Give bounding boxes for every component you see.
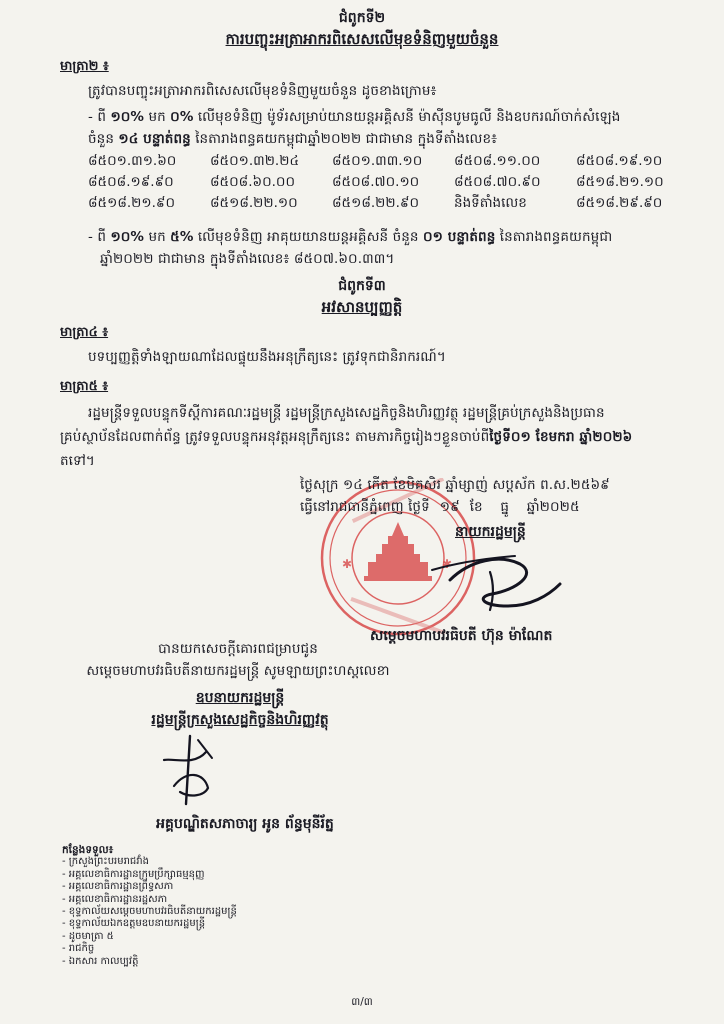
svg-text:✱: ✱	[442, 557, 453, 571]
tariff-code: ៨៥០៨.៧០.១០	[332, 174, 420, 190]
article5-line3: តទៅ។	[60, 453, 95, 469]
pm-title: នាយករដ្ឋមន្ត្រី	[455, 524, 526, 540]
tariff-code: និងទីតាំងលេខ	[454, 195, 527, 211]
done-month-label: ខែ	[469, 499, 483, 515]
bullet1-count: ១៤ បន្ទាត់ពន្ធ	[118, 131, 191, 147]
tariff-code: ៨៥១៨.២២.៩០	[332, 195, 420, 211]
tariff-code: ៨៥០៨.៦០.០០	[210, 174, 296, 190]
article2-bullet2-line1	[88, 228, 612, 248]
tariff-code: ៨៥០៨.៧០.៩០	[454, 174, 541, 190]
recipient-item: - ខុទ្ទកាល័យឯកឧត្តមឧបនាយករដ្ឋមន្ត្រី	[62, 918, 206, 930]
bullet1-to: មក	[144, 109, 171, 125]
tariff-code-row	[88, 194, 698, 215]
recipient-item: - ដូចមាត្រា ៥	[62, 930, 114, 942]
recipient-item: - អគ្គលេខាធិការដ្ឋានក្រុមប្រឹក្សាធម្មនុញ្ញ	[62, 868, 205, 880]
recipient-item: - អគ្គលេខាធិការដ្ឋានព្រឹទ្ធសភា	[62, 881, 174, 893]
tariff-code: ៨៥០១.៣១.៦០	[88, 153, 177, 169]
bullet1-rate-from: ១០%	[110, 109, 145, 125]
minister-title: រដ្ឋមន្ត្រីក្រសួងសេដ្ឋកិច្ចនិងហិរញ្ញវត្ថុ	[151, 712, 329, 728]
done-at-prefix: ធ្វើនៅរាជធានីភ្នំពេញ ថ្ងៃទី	[300, 499, 430, 515]
article5-line2	[60, 428, 632, 448]
article2-bullet1-line1	[88, 108, 620, 128]
chapter2-heading: ជំពូកទី២	[338, 10, 386, 26]
deputy-pm-title: ឧបនាយករដ្ឋមន្ត្រី	[195, 690, 285, 706]
article5-effective-date: ថ្ងៃទី០១ ខែមករា ឆ្នាំ២០២៦	[489, 429, 633, 445]
tariff-code-row	[88, 173, 698, 194]
article4-text: បទប្បញ្ញត្តិទាំងឡាយណាដែលផ្ទុយនឹងអនុក្រឹត្យនេះ ត្រូវទុកជានិរាករណ៍។	[88, 349, 446, 365]
tariff-code: ៨៥០១.៣២.២៤	[210, 153, 300, 169]
recipients-list	[62, 844, 237, 968]
bullet1-goods: លើមុខទំនិញ ម៉ូទ័រសម្រាប់យានយន្តអគ្គិសនី ម៉ាស៊ីនបូមធូលី និងឧបករណ៍ចាក់សំឡេង	[193, 109, 621, 125]
article2-bullet2-line2: ឆ្នាំ២០២២ ជាជាមាន ក្នុងទីតាំងលេខ៖ ៨៥០៧.៦០.៣៣។	[100, 251, 395, 267]
article2-label: មាត្រា២ ៖	[60, 59, 109, 74]
tariff-code: ៨៥០៨.១១.០០	[454, 153, 541, 169]
tariff-code: ៨៥០៨.១៩.១០	[576, 153, 663, 169]
submission-line2: សម្តេចមហាបវរធិបតីនាយករដ្ឋមន្ត្រី សូមឡាយព្រះហស្តលេខា	[86, 663, 390, 679]
minister-name: អគ្គបណ្ឌិតសភាចារ្យ អូន ព័ន្ធមុនីរ័ត្ន	[156, 816, 334, 832]
tariff-code: ៨៥០១.៣៣.១០	[332, 153, 423, 169]
tariff-code: ៨៥១៨.២២.១០	[210, 195, 298, 211]
bullet2-rate-from: ១០%	[110, 229, 145, 245]
recipient-item: - ក្រសួងព្រះបរមរាជវាំង	[62, 856, 149, 868]
done-year: ឆ្នាំ២០២៥	[526, 499, 580, 515]
bullet2-count: ០១ បន្ទាត់ពន្ធ	[422, 229, 496, 245]
recipient-item: - រាជកិច្ច	[62, 943, 95, 955]
bullet1-count-post: នៃតារាងពន្ធគយកម្ពុជាឆ្នាំ២០២២ ជាជាមាន ក្នុងទីតាំងលេខ៖	[190, 131, 498, 147]
submission-line1: បានយកសេចក្តីគោរពជម្រាបជូន	[158, 641, 318, 657]
done-day: ១៩	[439, 499, 460, 515]
done-month: ធ្នូ	[500, 499, 510, 515]
svg-text:✱: ✱	[342, 557, 353, 571]
article2-intro: ត្រូវបានបញ្ចុះអត្រាអាករពិសេសលើមុខទំនិញមួយចំនួន ដូចខាងក្រោម៖	[88, 83, 437, 99]
recipient-item: - ខុទ្ទកាល័យសម្តេចមហាបវរធិបតីនាយករដ្ឋមន្ត្រី	[62, 906, 237, 918]
bullet2-prefix: - ពី	[88, 229, 111, 245]
bullet2-to: មក	[144, 229, 171, 245]
pm-name: សម្តេចមហាបវរធិបតី ហ៊ុន ម៉ាណែត	[370, 628, 553, 644]
recipient-item: - អគ្គលេខាធិការដ្ឋានរដ្ឋសភា	[62, 893, 168, 905]
bullet2-rate-to: ៥%	[170, 229, 194, 245]
article5-line1: រដ្ឋមន្ត្រីទទួលបន្ទុកទីស្តីការគណៈរដ្ឋមន្ត្រី រដ្ឋមន្ត្រីក្រសួងសេដ្ឋកិច្ចនិងហិរញ្ញវត្ថុ រដ្ឋមន្ត្រីគ្រប់ក្រសួងនិងប្រធាន	[88, 405, 605, 421]
chapter2-title: ការបញ្ចុះអត្រាអាករពិសេសលើមុខទំនិញមួយចំនួន	[225, 30, 499, 48]
recipient-item: - ឯកសារ កាលប្បវត្តិ	[62, 955, 139, 967]
bullet1-count-prefix: ចំនួន	[88, 131, 119, 147]
tariff-code: ៨៥១៨.២១.១០	[576, 174, 664, 190]
tariff-code: ៨៥១៨.២១.៩០	[88, 195, 176, 211]
tariff-code: ៨៥០៨.១៩.៩០	[88, 174, 174, 190]
article4-label: មាត្រា៤ ៖	[60, 325, 109, 340]
page-number: ៣/៣	[351, 996, 373, 1008]
lunar-date: ថ្ងៃសុក្រ ១៤ កើត ខែមិគសិរ ឆ្នាំម្សាញ់ សប្តស័ក ព.ស.២៥៦៩	[300, 477, 610, 493]
tariff-code: ៨៥១៨.២៩.៩០	[576, 195, 663, 211]
recipients-heading: កន្លែងទទួល៖	[62, 844, 114, 856]
bullet1-rate-to: ០%	[170, 109, 194, 125]
chapter3-heading: ជំពូកទី៣	[338, 278, 386, 294]
minister-signature-icon	[150, 730, 230, 810]
bullet2-table: នៃតារាងពន្ធគយកម្ពុជា	[495, 229, 613, 245]
tariff-code-row	[88, 152, 698, 173]
bullet2-goods: លើមុខទំនិញ អាគុយយានយន្តអគ្គិសនី ចំនួន	[193, 229, 423, 245]
pm-signature-icon	[420, 540, 570, 620]
article2-bullet1-line2	[88, 130, 497, 150]
bullet1-prefix: - ពី	[88, 109, 111, 125]
tariff-code-grid	[88, 152, 698, 215]
article5-line2-text: គ្រប់ស្ថាប័នដែលពាក់ព័ន្ធ ត្រូវទទួលបន្ទុកអនុវត្តអនុក្រឹត្យនេះ តាមភារកិច្ចរៀងៗខ្លួនចាប់ពី	[60, 429, 490, 445]
article5-label: មាត្រា៥ ៖	[60, 379, 109, 394]
done-at-line	[300, 498, 580, 518]
chapter3-title: អវសានប្បញ្ញត្តិ	[321, 298, 403, 316]
